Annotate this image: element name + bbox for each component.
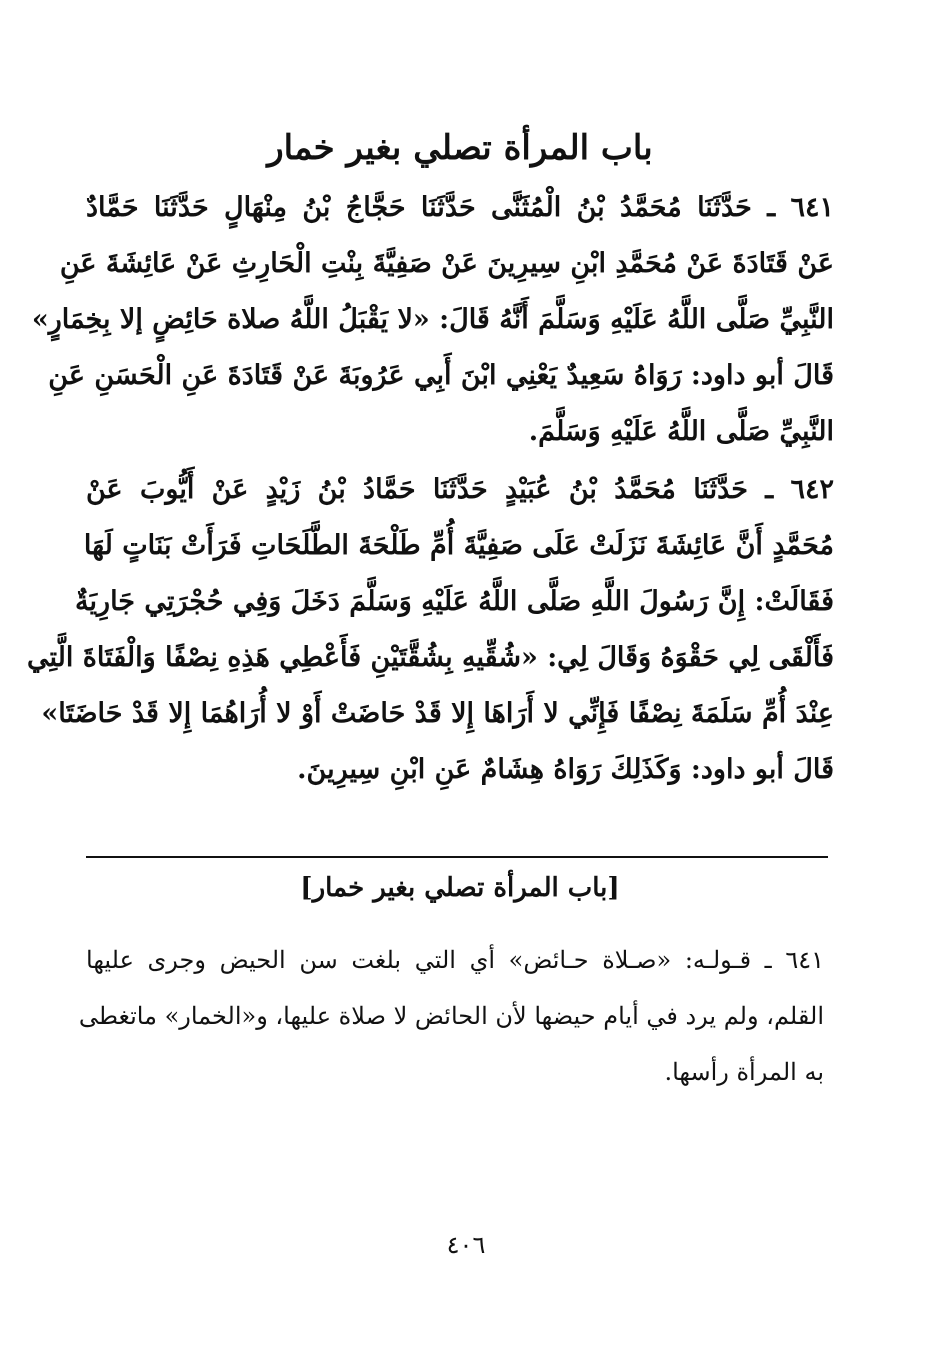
section-divider [86, 856, 828, 858]
text-line: قَالَ أبو داود: رَوَاهُ سَعِيدٌ يَعْنِي ابْنَ أَبِي عَرُوبَةَ عَنْ قَتَادَةَ عَنِ الْحَسَنِ عَنِ [48, 360, 834, 391]
commentary-line: به المرأة رأسها. [664, 1058, 824, 1086]
text-line: النَّبِيِّ صَلَّى اللَّهُ عَلَيْهِ وَسَلَّمَ. [528, 416, 834, 447]
text-line: النَّبِيِّ صَلَّى اللَّهُ عَلَيْهِ وَسَلَّمَ أَنَّهُ قَالَ: «لا يَقْبَلُ اللَّهُ صلاة حَائِضٍ إلا بِخِمَارٍ» [31, 304, 834, 335]
text-line: عِنْدَ أُمِّ سَلَمَةَ نِصْفًا فَإِنِّي لا أَرَاهَا إِلا قَدْ حَاضَتْ أَوْ لا أُرَاهُمَا إِلا قَدْ حَاضَتَا» [41, 698, 834, 729]
text-line: عَنْ قَتَادَةَ عَنْ مُحَمَّدِ ابْنِ سِيرِينَ عَنْ صَفِيَّةَ بِنْتِ الْحَارِثِ عَنْ عَائِشَةَ عَنِ [59, 248, 834, 279]
commentary-line: القلم، ولم يرد في أيام حيضها لأن الحائض لا صلاة عليها، و«الخمار» ماتغطى [78, 1002, 824, 1030]
commentary-title: [باب المرأة تصلي بغير خمار] [300, 873, 620, 903]
chapter-title: باب المرأة تصلي بغير خمار [267, 128, 653, 168]
text-line: مُحَمَّدٍ أَنَّ عَائِشَةَ نَزَلَتْ عَلَى صَفِيَّةَ أُمِّ طَلْحَةَ الطَّلَحَاتِ فَرَأَتْ بَنَاتٍ لَهَا [83, 530, 834, 561]
page-number: ٤٠٦ [446, 1231, 486, 1259]
text-line: ٦٤٢ ـ حَدَّثَنَا مُحَمَّدُ بْنُ عُبَيْدٍ حَدَّثَنَا حَمَّادُ بْنُ زَيْدٍ عَنْ أَيُّوبَ عَنْ [86, 474, 834, 505]
commentary [78, 932, 824, 1100]
text-line: فَقَالَتْ: إِنَّ رَسُولَ اللَّهِ صَلَّى اللَّهُ عَلَيْهِ وَسَلَّمَ دَخَلَ وَفِي حُجْرَتِي جَارِيَةٌ [75, 586, 834, 617]
commentary-line: ٦٤١ ـ قـولـه: «صـلاة حـائض» أي التي بلغت سن الحيض وجرى عليها [86, 946, 824, 974]
hadith-642 [26, 462, 834, 798]
hadith-641 [31, 180, 834, 460]
text-line: فَأَلْقَى لِي حَقْوَهُ وَقَالَ لِي: «شُقِّيهِ بِشُقَّتَيْنِ فَأَعْطِي هَذِهِ نِصْفًا وَالْفَتَاةَ الَّتِي [26, 642, 834, 673]
text-line: قَالَ أبو داود: وَكَذَلِكَ رَوَاهُ هِشَامٌ عَنِ ابْنِ سِيرِينَ. [297, 754, 834, 785]
text-line: ٦٤١ ـ حَدَّثَنَا مُحَمَّدُ بْنُ الْمُثَنَّى حَدَّثَنَا حَجَّاجُ بْنُ مِنْهَالٍ حَدَّثَنَا حَمَّادٌ [86, 192, 834, 223]
